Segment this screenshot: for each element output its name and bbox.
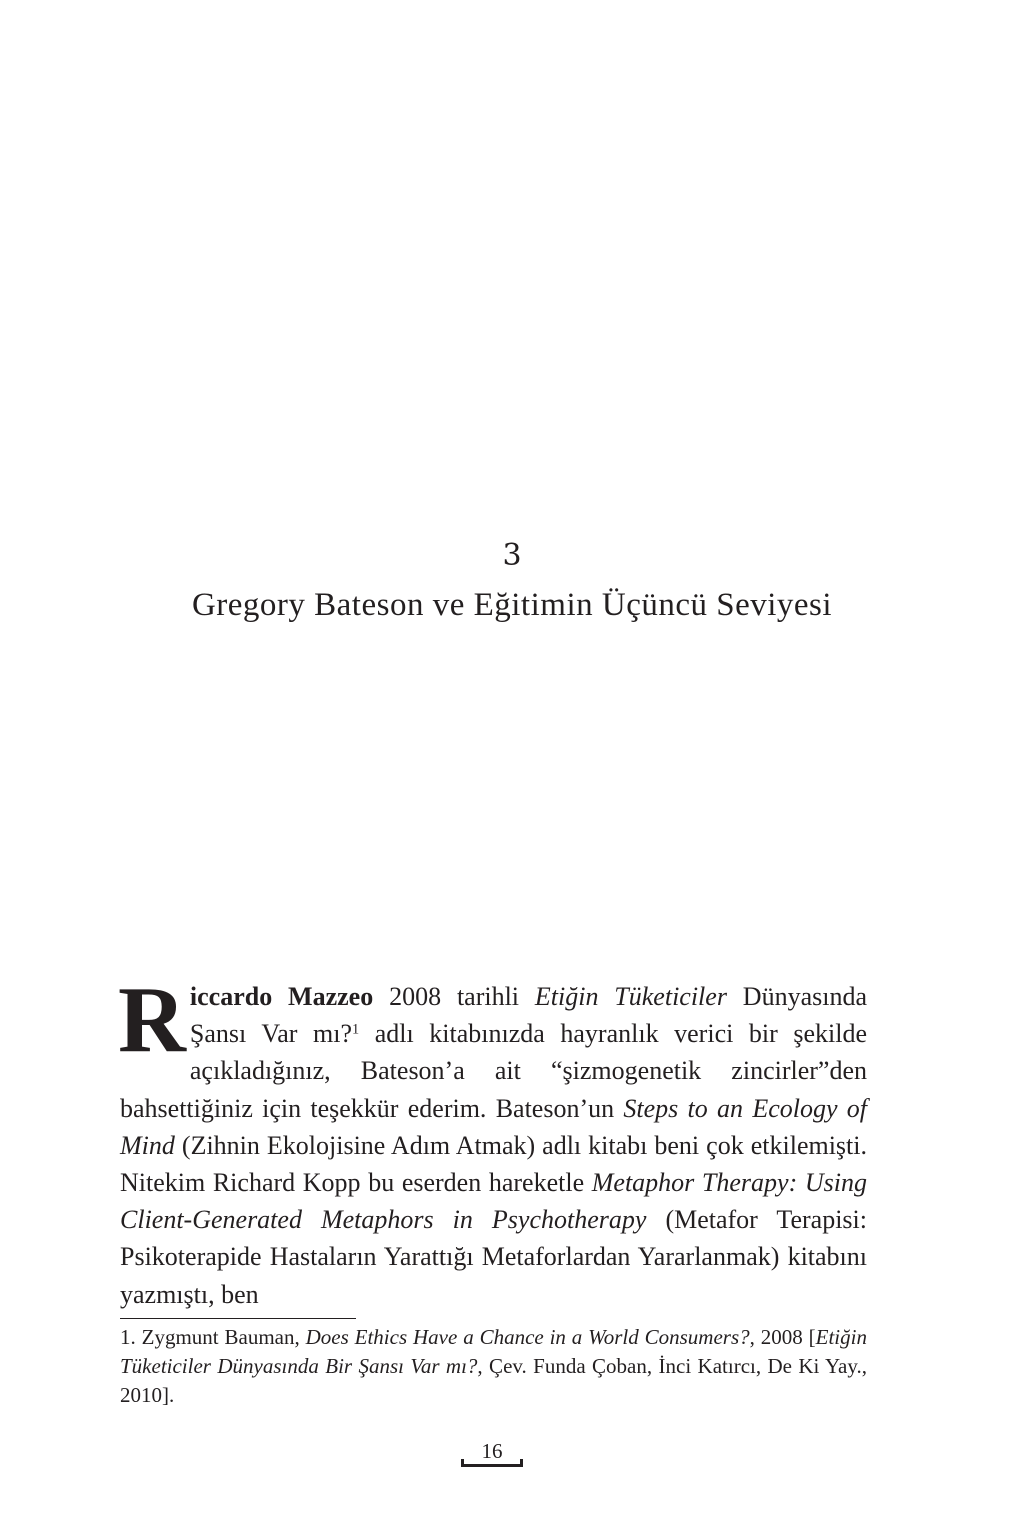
- footnote-book-title: Etiğin Tüketiciler Dünyasında Bir Şansı Var mı?: [120, 1325, 867, 1378]
- footnote-text: , Çev. Funda Çoban, İnci Katırcı, De Ki Yay., 2010].: [120, 1354, 867, 1407]
- footnote-reference: 1: [352, 1021, 360, 1038]
- body-text: (Zihnin Ekolojisine Adım Atmak) adlı kitabı beni çok etkilemişti. Nitekim Richard Kopp bu eserden hareketle: [120, 1130, 867, 1198]
- book-title: Etiğin Tüketiciler: [534, 982, 727, 1011]
- body-paragraph: [118, 968, 868, 1313]
- footnote-text: 1. Zygmunt Bauman,: [120, 1325, 306, 1349]
- page-number-folio: [461, 1441, 523, 1467]
- body-text: adlı kitabınızda hayranlık verici bir şekilde açıkladığınız, Bateson’a ait “şizmogenetik zincirler”den bahsettiğiniz için teşekkür ederim. Bateson’un: [120, 1019, 868, 1123]
- footnote: [120, 1323, 867, 1410]
- speaker-name: iccardo Mazzeo: [189, 982, 374, 1011]
- body-text: Dünyasında Şansı Var mı?: [189, 982, 867, 1049]
- folio-rule: [461, 1464, 523, 1467]
- body-text: 2008 tarihli: [373, 982, 535, 1011]
- footnote-book-title: Does Ethics Have a Chance in a World Consumers?: [305, 1325, 750, 1349]
- body-text: (Metafor Terapisi: Psikoterapide Hastaların Yarattığı Metaforlardan Yararlanmak) kitabını yazmıştı, ben: [120, 1205, 867, 1309]
- page-number: 16: [481, 1439, 503, 1463]
- chapter-title: Gregory Bateson ve Eğitimin Üçüncü Seviyesi: [191, 587, 833, 623]
- book-title: Metaphor Therapy: Using Client-Generated Metaphors in Psychotherapy: [120, 1168, 867, 1235]
- footnote-divider: [120, 1318, 356, 1319]
- book-title: Steps to an Ecology of Mind: [120, 1093, 868, 1160]
- footnote-text: , 2008 [: [749, 1325, 816, 1349]
- drop-cap: R: [118, 968, 186, 1072]
- chapter-number: 3: [502, 538, 522, 573]
